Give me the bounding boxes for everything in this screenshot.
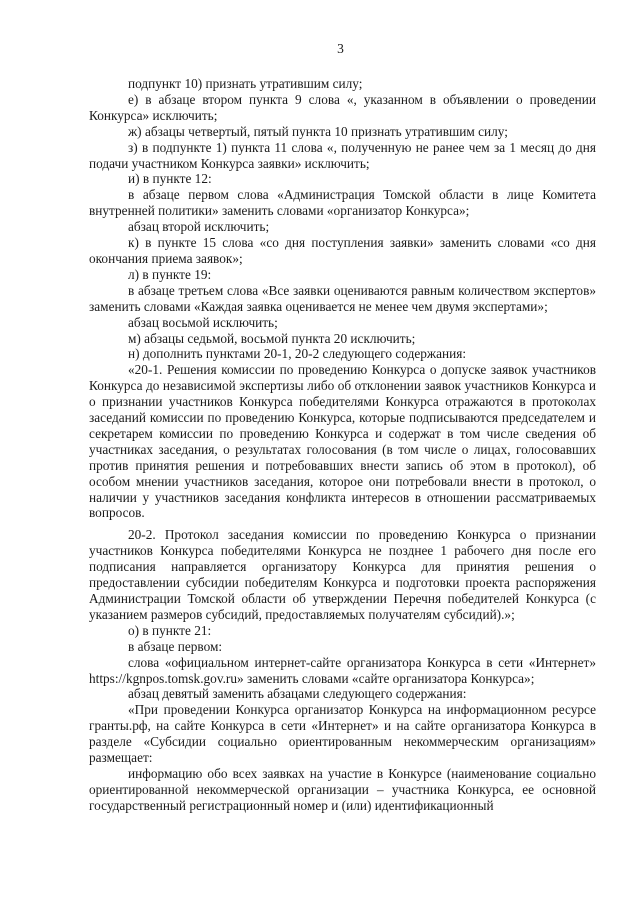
paragraph: «При проведении Конкурса организатор Конкурса на информационном ресурсе гранты.рф, на сайте Конкурса в сети «Интернет» и на сайте организатора Конкурса в разделе «Субсидии социально ориентированным некоммерческим организациям» размещает: (89, 702, 596, 766)
page-number: 3 (337, 41, 344, 56)
paragraph: в абзаце первом: (128, 638, 223, 654)
paragraph: в абзаце первом слова «Администрация Томской области в лице Комитета внутренней политики» заменить словами «организатор Конкурса»; (89, 187, 596, 219)
paragraph: подпункт 10) признать утратившим силу; (128, 76, 363, 91)
paragraph: абзац девятый заменить абзацами следующего содержания: (128, 686, 467, 702)
paragraph: л) в пункте 19: (128, 266, 212, 282)
paragraph: о) в пункте 21: (128, 622, 212, 638)
paragraph: и) в пункте 12: (128, 171, 212, 187)
paragraph: к) в пункте 15 слова «со дня поступления заявки» заменить словами «со дня окончания приема заявок»; (89, 235, 596, 266)
paragraph: н) дополнить пунктами 20-1, 20-2 следующего содержания: (128, 346, 467, 362)
paragraph: абзац второй исключить; (128, 219, 270, 235)
paragraph: е) в абзаце втором пункта 9 слова «, указанном в объявлении о проведении Конкурса» исключить; (89, 91, 596, 123)
paragraph-quoted-20-2: 20-2. Протокол заседания комиссии по проведению Конкурса о признании участников Конкурса победителями Конкурса не позднее 1 рабочего дня после его подписания направляется организатору Конкурса для принятия решения о предоставлении субсидии победителям Конкурса и подготовки проекта распоряжения Администрации Томской области об утверждении Перечня победителей Конкурса (с указанием размеров субсидий, предоставляемых получателям субсидий).»; (89, 527, 596, 622)
paragraph: м) абзацы седьмой, восьмой пункта 20 исключить; (128, 330, 416, 346)
paragraph: информацию обо всех заявках на участие в Конкурсе (наименование социально ориентированной некоммерческой организации – участника Конкурса, ее основной государственный регистрационный номер и (или) идентификационный (89, 765, 596, 813)
paragraph: ж) абзацы четвертый, пятый пункта 10 признать утратившим силу; (128, 123, 508, 139)
paragraph: слова «официальном интернет-сайте организатора Конкурса в сети «Интернет» https://kgnpos.tomsk.gov.ru» заменить словами «сайте организатора Конкурса»; (89, 654, 596, 686)
paragraph: абзац восьмой исключить; (128, 314, 278, 330)
paragraph: з) в подпункте 1) пункта 11 слова «, полученную не ранее чем за 1 месяц до дня подачи участником Конкурса заявки» исключить; (89, 139, 596, 171)
paragraph-quoted-20-1: «20-1. Решения комиссии по проведению Конкурса о допуске заявок участников Конкурса до независимой экспертизы либо об отклонении заявок участников Конкурса и о признании участников Конкурса победителями Конкурса отражаются в протоколах заседаний комиссии по проведению Конкурса, которые подписываются председателем и секретарем комиссии по проведению Конкурса и содержат в том числе сведения об участниках заседания, о результатах голосования (в том числе о лицах, голосовавших против принятия решения и потребовавших внести запись об этом в протокол), об особом мнении участников заседания, которое они потребовали внести в протокол, о наличии у участников заседания конфликта интересов в отношении рассматриваемых вопросов. (89, 362, 596, 521)
paragraph: в абзаце третьем слова «Все заявки оцениваются равным количеством экспертов» заменить словами «Каждая заявка оценивается не менее чем двумя экспертами»; (89, 282, 596, 314)
